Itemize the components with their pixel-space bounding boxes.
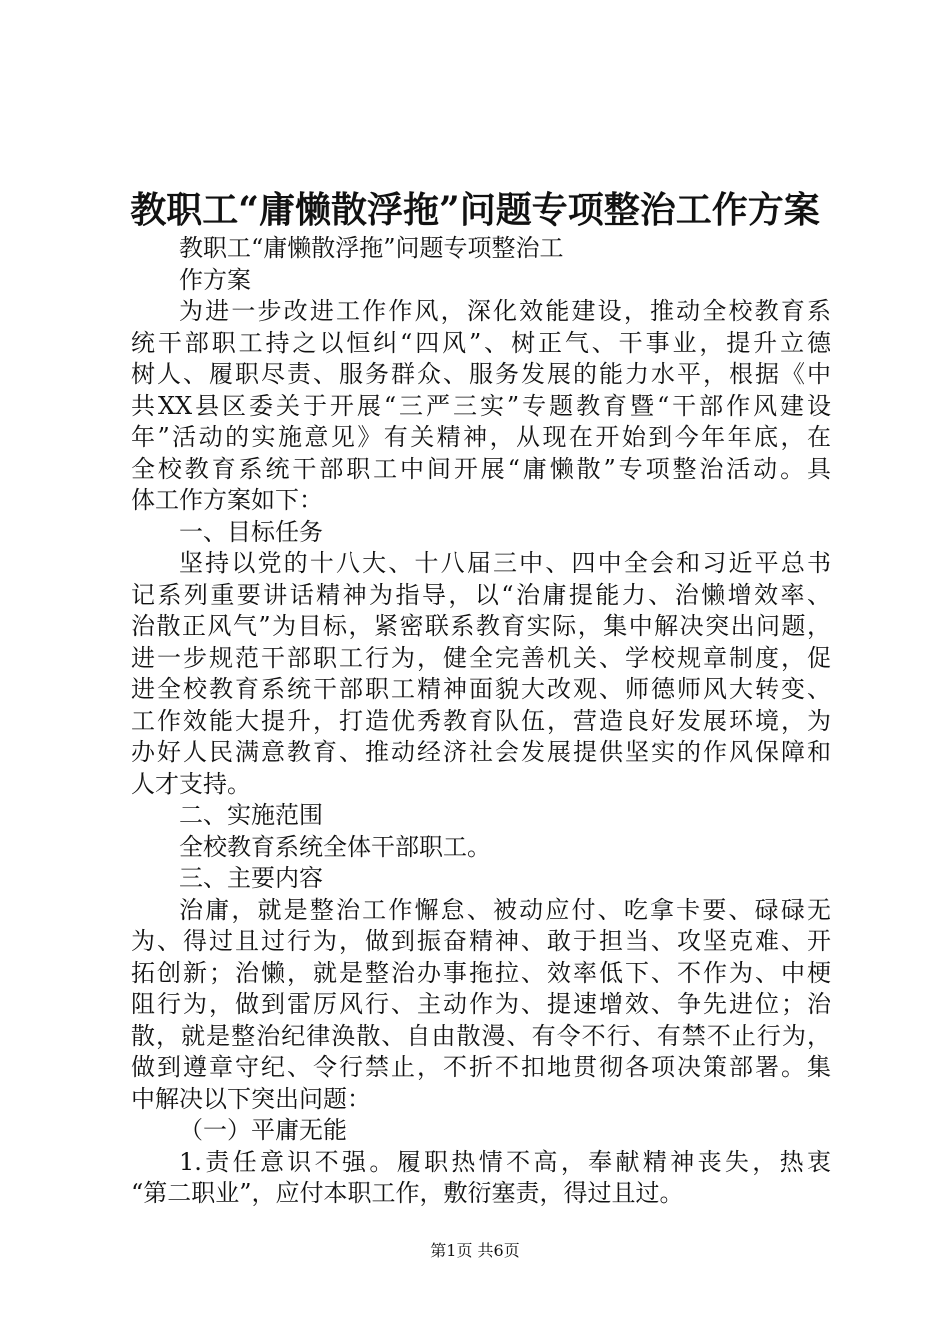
body-line: 为、得过且过行为，做到振奋精神、敢于担当、攻坚克难、开 [131, 927, 831, 955]
body-line: 作方案 [179, 265, 251, 294]
body-line: 办好人民满意教育、推动经济社会发展提供坚实的作风保障和 [131, 738, 831, 766]
body-line: 人才支持。 [131, 769, 251, 798]
body-line: 二、实施范围 [179, 801, 323, 829]
body-line: 教职工“庸懒散浮拖”问题专项整治工 [179, 234, 564, 262]
body-line: 工作效能大提升，打造优秀教育队伍，营造良好发展环境，为 [131, 706, 831, 735]
body-line: 全校教育系统干部职工中间开展“庸懒散”专项整治活动。具 [131, 454, 831, 483]
body-line: 全校教育系统全体干部职工。 [179, 832, 491, 861]
body-line: 体工作方案如下： [131, 486, 323, 514]
body-line: 统干部职工持之以恒纠“四风”、树正气、干事业，提升立德 [131, 328, 831, 357]
body-line: “第二职业”，应付本职工作，敷衍塞责，得过且过。 [131, 1179, 684, 1207]
body-line: 中解决以下突出问题： [131, 1084, 371, 1113]
body-line: 一、目标任务 [179, 517, 323, 546]
body-line: 进一步规范干部职工行为，健全完善机关、学校规章制度，促 [131, 643, 831, 672]
body-line: 拓创新；治懒，就是整治办事拖拉、效率低下、不作为、中梗 [131, 958, 831, 987]
body-line: 坚持以党的十八大、十八届三中、四中全会和习近平总书 [179, 549, 831, 577]
document-body [131, 233, 831, 1210]
body-line: （一）平庸无能 [179, 1116, 347, 1144]
body-line: 散，就是整治纪律涣散、自由散漫、有令不行、有禁不止行为， [131, 1021, 831, 1050]
body-line: 治庸，就是整治工作懈怠、被动应付、吃拿卡要、碌碌无 [179, 895, 831, 924]
body-line: 1.责任意识不强。履职热情不高，奉献精神丧失，热衷 [179, 1147, 831, 1176]
body-line: 阻行为，做到雷厉风行、主动作为、提速增效、争先进位；治 [131, 990, 831, 1018]
body-line: 治散正风气”为目标，紧密联系教育实际，集中解决突出问题， [131, 612, 831, 640]
body-line: 为进一步改进工作作风，深化效能建设，推动全校教育系 [179, 297, 831, 325]
document-title: 教职工“庸懒散浮拖”问题专项整治工作方案 [130, 189, 820, 231]
body-line: 共XX县区委关于开展“三严三实”专题教育暨“干部作风建设 [131, 391, 831, 420]
body-line: 做到遵章守纪、令行禁止，不折不扣地贯彻各项决策部署。集 [131, 1053, 831, 1081]
body-line: 树人、履职尽责、服务群众、服务发展的能力水平，根据《中 [131, 360, 831, 388]
body-line: 三、主要内容 [179, 864, 323, 892]
page-footer: 第1页 共6页 [430, 1241, 520, 1260]
body-line: 进全校教育系统干部职工精神面貌大改观、师德师风大转变、 [131, 675, 831, 703]
body-line: 记系列重要讲话精神为指导，以“治庸提能力、治懒增效率、 [131, 580, 831, 609]
body-line: 年”活动的实施意见》有关精神，从现在开始到今年年底，在 [131, 423, 831, 451]
